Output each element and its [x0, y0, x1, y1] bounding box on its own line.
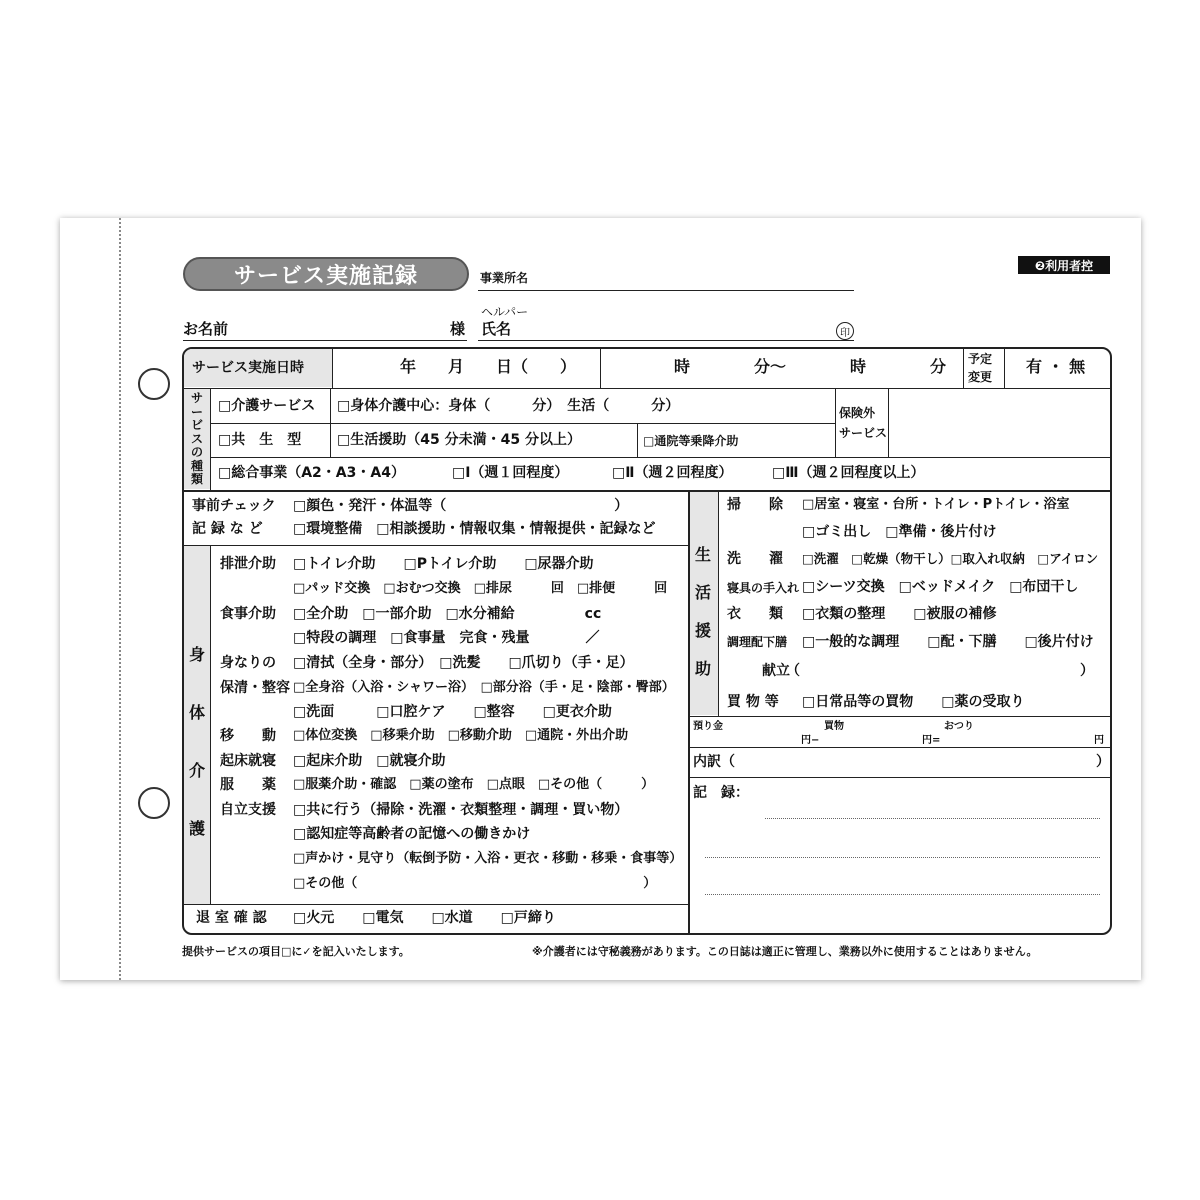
- azukari-label: 預り金: [693, 721, 723, 732]
- exit-check-items[interactable]: □火元 □電気 □水道 □戸締り: [293, 910, 556, 926]
- body-care-row-label: 服 薬: [220, 777, 276, 793]
- life-row-items[interactable]: □居室・寝室・台所・トイレ・Pトイレ・浴室: [802, 497, 1070, 512]
- rule: [330, 388, 331, 457]
- pre-check-item[interactable]: □顔色・発汗・体温等（ ）: [293, 498, 629, 514]
- rule: [1004, 347, 1005, 388]
- body-care-row-items[interactable]: □特段の調理 □食事量 完食・残量 ／: [293, 630, 600, 646]
- body-care-row-items[interactable]: □起床介助 □就寝介助: [293, 753, 446, 769]
- body-care-row-label: 移 動: [220, 728, 276, 744]
- body-care-row-items[interactable]: □トイレ介助 □Pトイレ介助 □尿器介助: [293, 556, 594, 572]
- record-etc-items[interactable]: □環境整備 □相談援助・情報収集・情報提供・記録など: [293, 521, 656, 537]
- rule: [600, 347, 601, 388]
- exit-check-label: 退 室 確 認: [196, 910, 267, 926]
- rule: [963, 347, 964, 388]
- office-label: 事業所名: [480, 271, 529, 285]
- change-yes-no[interactable]: 有 ・ 無: [1026, 357, 1086, 376]
- helper-name-label: 氏名: [481, 320, 512, 338]
- seal-mark: 印: [836, 322, 854, 340]
- life-row-label: 寝具の手入れ: [727, 581, 800, 595]
- life-row-items[interactable]: □ゴミ出し □準備・後片付け: [802, 524, 997, 540]
- hokengai-label-2: サービス: [839, 426, 888, 440]
- life-row-label: 掃 除: [727, 497, 783, 513]
- pre-check-label: 事前チェック: [192, 498, 276, 514]
- body-care-row-items[interactable]: □パッド交換 □おむつ交換 □排尿 回 □排便 回: [293, 581, 668, 596]
- body-care-row-items[interactable]: □清拭（全身・部分） □洗髪 □爪切り（手・足）: [293, 655, 634, 671]
- yen-equals: 円=: [922, 735, 941, 746]
- rule: [182, 388, 1112, 389]
- kaimono-label: 買物: [824, 721, 844, 732]
- life-row-label: 調理配下膳: [727, 635, 788, 649]
- body-care-row-items[interactable]: □認知症等高齢者の記憶への働きかけ: [293, 826, 531, 842]
- date-field[interactable]: 年 月 日（ ）: [400, 357, 577, 376]
- rule: [210, 457, 1112, 458]
- record-label: 記 録：: [693, 785, 749, 801]
- yen-minus: 円−: [801, 735, 820, 746]
- life-row-label: 洗 濯: [727, 551, 783, 567]
- henko-label: 変更: [968, 370, 993, 384]
- rule: [210, 545, 211, 904]
- hokengai-label-1: 保険外: [839, 406, 876, 420]
- sama-label: 様: [450, 320, 466, 338]
- body-care-row-items[interactable]: □その他（ ）: [293, 876, 657, 891]
- body-care-row-items[interactable]: □服薬介助・確認 □薬の塗布 □点眼 □その他（ ）: [293, 777, 655, 792]
- body-care-row-label: 排泄介助: [220, 556, 276, 572]
- body-care-row-label: 身なりの: [220, 655, 276, 671]
- perforation-line: [119, 218, 121, 980]
- life-row-items[interactable]: □洗濯 □乾燥（物干し）□取入れ収納 □アイロン: [802, 551, 1099, 566]
- customer-name-label: お名前: [183, 320, 229, 338]
- copy-tag: ❷利用者控: [1018, 256, 1110, 274]
- rule: [688, 490, 690, 935]
- rule: [332, 347, 333, 388]
- form-title: サービス実施記録: [183, 257, 469, 291]
- sogo-option-1[interactable]: □Ⅰ（週１回程度）: [452, 465, 569, 481]
- body-care-row-label: 起床就寝: [220, 753, 276, 769]
- shintai-kaigo-checkbox[interactable]: □身体介護中心：身体（ 分） 生活（ 分）: [337, 398, 680, 414]
- uchiwake-label[interactable]: 内訳（: [693, 754, 735, 770]
- footer-note-right: ※介護者には守秘義務があります。この日誌は適正に管理し、業務以外に使用することはありません。: [532, 945, 1038, 958]
- rule: [888, 388, 889, 457]
- record-line[interactable]: [705, 894, 1100, 895]
- uchiwake-close: ）: [1096, 754, 1110, 770]
- rule: [182, 490, 1112, 492]
- office-underline: [478, 290, 854, 291]
- rule: [688, 747, 1112, 748]
- rule: [637, 423, 638, 457]
- otsuri-label: おつり: [944, 721, 974, 732]
- rule: [688, 716, 1112, 717]
- yotei-label: 予定: [968, 352, 993, 366]
- rule: [210, 388, 211, 490]
- types-vertical-label: サ ー ビ ス の 種 類: [190, 391, 203, 486]
- life-support-vertical-label: 生 活 援 助: [694, 545, 711, 678]
- body-care-row-items[interactable]: □全介助 □一部介助 □水分補給 cc: [293, 606, 602, 622]
- rule: [718, 490, 719, 716]
- kyosei-checkbox[interactable]: □共 生 型: [218, 432, 302, 448]
- kondate-field[interactable]: （ ）: [786, 663, 1094, 679]
- body-care-row-label: 保清・整容: [220, 680, 290, 696]
- sogo-jigyo-checkbox[interactable]: □総合事業（A2・A3・A4）: [218, 465, 405, 481]
- life-row-items[interactable]: □日常品等の買物 □薬の受取り: [802, 694, 1025, 710]
- sogo-option-2[interactable]: □Ⅱ（週２回程度）: [612, 465, 733, 481]
- body-care-row-label: 自立支援: [220, 802, 276, 818]
- binder-hole-bottom: [138, 787, 170, 819]
- body-care-vertical-label: 身 体 介 護: [188, 645, 205, 838]
- rule: [210, 423, 835, 424]
- customer-name-underline: [183, 340, 467, 341]
- life-row-items[interactable]: □シーツ交換 □ベッドメイク □布団干し: [802, 579, 1079, 595]
- rule: [688, 777, 1112, 778]
- record-etc-label: 記 録 な ど: [192, 521, 263, 537]
- life-row-label: 献立: [762, 663, 790, 679]
- body-care-row-items[interactable]: □全身浴（入浴・シャワー浴） □部分浴（手・足・陰部・臀部）: [293, 680, 675, 695]
- time-field[interactable]: 時 分〜 時 分: [674, 357, 947, 376]
- service-datetime-label: サービス実施日時: [192, 360, 304, 376]
- record-line[interactable]: [705, 857, 1100, 858]
- helper-name-underline: [478, 340, 854, 341]
- tsuin-checkbox[interactable]: □通院等乗降介助: [643, 434, 739, 448]
- body-care-row-items[interactable]: □洗面 □口腔ケア □整容 □更衣介助: [293, 704, 612, 720]
- life-row-items[interactable]: □衣類の整理 □被服の補修: [802, 606, 997, 622]
- life-row-label: 衣 類: [727, 606, 783, 622]
- binder-hole-top: [138, 368, 170, 400]
- record-line[interactable]: [765, 818, 1100, 819]
- seikatsu-enjo-checkbox[interactable]: □生活援助（45 分未満・45 分以上）: [337, 432, 581, 448]
- rule: [835, 388, 836, 457]
- body-care-row-items[interactable]: □共に行う（掃除・洗濯・衣類整理・調理・買い物）: [293, 802, 629, 818]
- kaigo-service-checkbox[interactable]: □介護サービス: [218, 398, 316, 414]
- life-row-items[interactable]: □一般的な調理 □配・下膳 □後片付け: [802, 634, 1094, 650]
- rule: [182, 904, 688, 905]
- sogo-option-3[interactable]: □Ⅲ（週２回程度以上）: [772, 465, 925, 481]
- yen-result: 円: [1094, 735, 1104, 746]
- rule: [182, 545, 688, 546]
- footer-note-left: 提供サービスの項目□に✓を記入いたします。: [182, 945, 410, 958]
- helper-label: ヘルパー: [481, 305, 529, 319]
- body-care-row-items[interactable]: □体位変換 □移乗介助 □移動介助 □通院・外出介助: [293, 728, 629, 743]
- life-row-label: 買 物 等: [727, 694, 779, 710]
- body-care-row-items[interactable]: □声かけ・見守り（転倒予防・入浴・更衣・移動・移乗・食事等）: [293, 851, 683, 866]
- body-care-row-label: 食事介助: [220, 606, 276, 622]
